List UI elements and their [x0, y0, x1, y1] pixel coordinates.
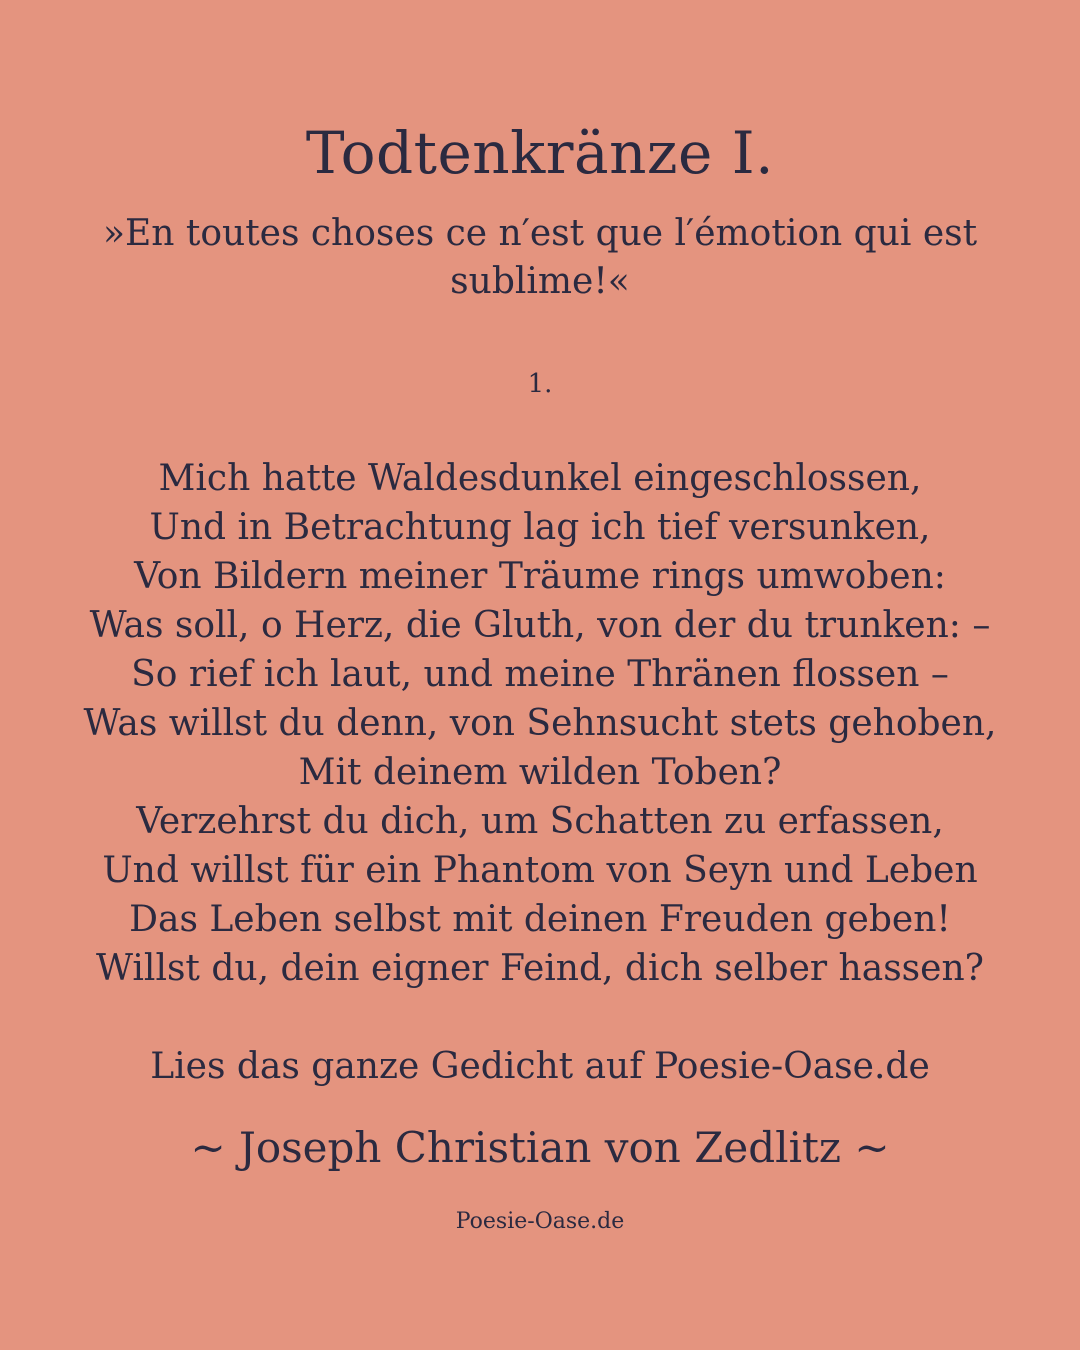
poem-stanza: [40, 454, 1040, 993]
poem-title: Todtenkränze I.: [305, 119, 775, 187]
poem-line: So rief ich laut, und meine Thränen flossen –: [131, 654, 949, 695]
poem-motto: »En toutes choses ce n′est que l′émotion qui est sublime!«: [102, 213, 978, 302]
poem-line: Und willst für ein Phantom von Seyn und Leben: [102, 850, 978, 891]
site-name: Poesie-Oase.de: [455, 1209, 625, 1234]
poem-line: Das Leben selbst mit deinen Freuden geben!: [129, 899, 951, 940]
read-full-poem-text: Lies das ganze Gedicht auf Poesie-Oase.de: [150, 1046, 930, 1087]
poem-line: Was soll, o Herz, die Gluth, von der du trunken: –: [89, 605, 991, 646]
poem-line: Was willst du denn, von Sehnsucht stets gehoben,: [83, 703, 997, 744]
poem-line: Mich hatte Waldesdunkel eingeschlossen,: [158, 458, 922, 499]
poem-line: Verzehrst du dich, um Schatten zu erfassen,: [136, 801, 944, 842]
poem-line: Willst du, dein eigner Feind, dich selber hassen?: [96, 948, 984, 989]
section-number: 1.: [527, 369, 553, 399]
poem-line: Und in Betrachtung lag ich tief versunken,: [149, 507, 931, 548]
poem-line: Mit deinem wilden Toben?: [298, 752, 782, 793]
poem-line: Von Bildern meiner Träume rings umwoben:: [134, 556, 946, 597]
poem-author: ~ Joseph Christian von Zedlitz ~: [190, 1123, 890, 1172]
